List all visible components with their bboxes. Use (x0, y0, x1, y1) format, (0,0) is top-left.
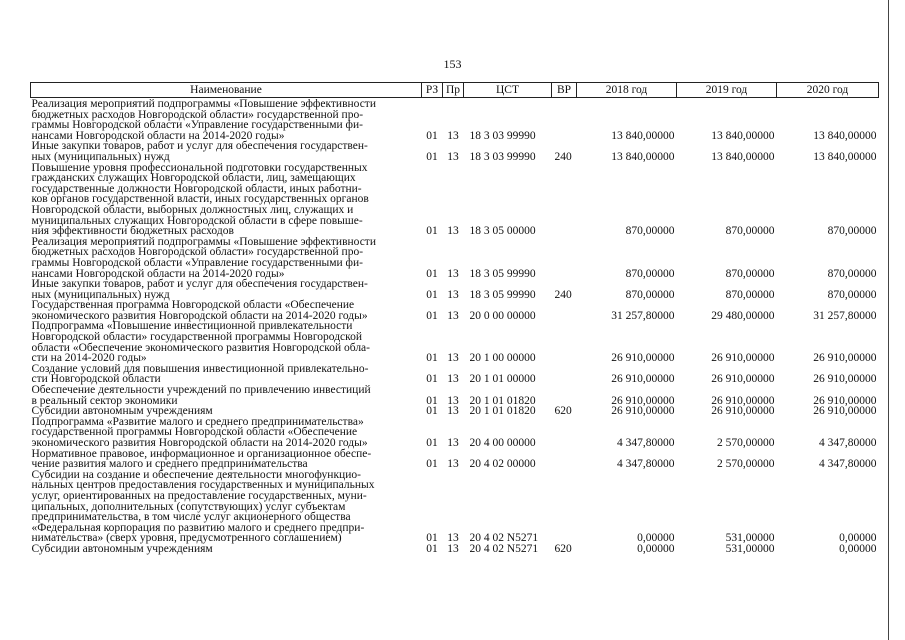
row-name: Субсидии автономным учреждениям (31, 542, 213, 555)
row-cst: 20 1 01 01820 (469, 394, 536, 407)
table-row (31, 321, 879, 363)
row-vr (552, 300, 577, 321)
row-cst: 20 4 00 00000 (469, 437, 536, 449)
table-header-row (31, 83, 879, 98)
row-name: Повышение уровня профессиональной подготовки государственных гражданских служащих Новгородской области, лиц, замещающих государственные должности Новгородской области, иных работни- ков органов государственной власти, иных государственных органов Новгородской области, выборных должностных лиц, служащих и муниципальных служащих Новгородской области в сфере повыше- ния эффективности бюджетных расходов (31, 161, 369, 238)
row-2020: 4 347,80000 (819, 458, 877, 471)
row-2019: 26 910,00000 (711, 405, 775, 418)
row-rz: 01 (426, 437, 438, 449)
row-pr: 13 (447, 129, 459, 142)
row-rz: 01 (426, 267, 438, 280)
header-2020: 2020 год (777, 83, 879, 98)
header-vr: ВР (552, 83, 577, 98)
row-rz: 01 (426, 405, 438, 418)
row-2019: 870,00000 (725, 288, 775, 301)
table-row (31, 98, 879, 142)
header-2018: 2018 год (577, 83, 677, 98)
row-2020: 4 347,80000 (819, 437, 877, 449)
row-2018: 13 840,00000 (611, 150, 675, 163)
row-2018: 0,00000 (637, 542, 675, 555)
table-body (31, 98, 879, 555)
budget-table (30, 82, 879, 555)
row-vr (552, 321, 577, 363)
row-name: Подпрограмма «Повышение инвестиционной привлекательности Новгородской области» государственной программы Новгородской области «Обеспечение экономического развития Новгородской обла- сти на 2014-2020 годы» (31, 320, 370, 365)
row-vr (552, 364, 577, 385)
row-pr: 13 (447, 309, 459, 322)
row-2018: 26 910,00000 (611, 394, 675, 407)
row-rz: 01 (426, 352, 438, 365)
row-pr: 13 (447, 394, 459, 407)
row-name: Нормативное правовое, информационное и организационное обеспе- чение развития малого и среднего предпринимательства (31, 447, 372, 471)
row-rz: 01 (426, 288, 438, 301)
row-2018: 26 910,00000 (611, 373, 675, 386)
row-name: Государственная программа Новгородской области «Обеспечение экономического развития Новгородской области на 2014-2020 годы» (31, 299, 368, 322)
row-2018: 4 347,80000 (617, 437, 675, 449)
row-2018: 26 910,00000 (611, 405, 675, 418)
row-2019: 13 840,00000 (711, 129, 775, 142)
page-edge-rule (888, 0, 889, 640)
row-rz: 01 (426, 542, 438, 555)
row-rz: 01 (426, 225, 438, 238)
row-vr (552, 449, 577, 470)
row-2020: 13 840,00000 (813, 129, 877, 142)
row-vr (552, 163, 577, 237)
row-2018: 13 840,00000 (611, 129, 675, 142)
row-cst: 20 1 01 00000 (469, 373, 536, 386)
row-pr: 13 (447, 532, 459, 545)
row-2018: 31 257,80000 (611, 309, 675, 322)
row-2019: 870,00000 (725, 267, 775, 280)
row-2019: 26 910,00000 (711, 352, 775, 365)
row-2020: 870,00000 (827, 288, 877, 301)
row-2019: 29 480,00000 (711, 309, 775, 322)
table-row (31, 470, 879, 544)
row-vr: 240 (554, 288, 572, 301)
row-2020: 870,00000 (827, 267, 877, 280)
row-vr (552, 385, 577, 406)
row-2018: 870,00000 (625, 225, 675, 238)
table-row (31, 544, 879, 555)
row-rz: 01 (426, 394, 438, 407)
row-cst: 20 1 00 00000 (469, 352, 536, 365)
row-2020: 26 910,00000 (813, 405, 877, 418)
row-2020: 26 910,00000 (813, 352, 877, 365)
row-name: Субсидии на создание и обеспечение деятельности многофункцио- нальных центров предоставления государственных и муниципальных услуг, ориентированных на предоставление государственных, муни- ципальных, дополнительных (сопутствующих) услуг субъектам предпринимательства, в том числе услуг акционерного общества «Федеральная корпорация по развитию малого и среднего предпри- нимательства» (сверх уровня, предусмотренного соглашением) (31, 468, 375, 545)
row-2019: 2 570,00000 (717, 458, 775, 471)
row-vr (552, 417, 577, 449)
row-2018: 0,00000 (637, 532, 675, 545)
row-pr: 13 (447, 458, 459, 471)
row-cst: 18 3 05 99990 (469, 288, 536, 301)
header-pr: Пр (443, 83, 464, 98)
row-rz: 01 (426, 150, 438, 163)
row-cst: 20 4 02 00000 (469, 458, 536, 471)
row-vr (552, 98, 577, 142)
row-rz: 01 (426, 129, 438, 142)
row-2019: 26 910,00000 (711, 373, 775, 386)
row-pr: 13 (447, 542, 459, 555)
row-pr: 13 (447, 373, 459, 386)
row-2020: 26 910,00000 (813, 373, 877, 386)
row-name: Реализация мероприятий подпрограммы «Повышение эффективности бюджетных расходов Новгородской области» государственной про- граммы Новгородской области «Управление государственными фи- нансами Новгородской области на 2014-2020 годы» (31, 98, 376, 142)
table-row (31, 163, 879, 237)
row-name: Обеспечение деятельности учреждений по привлечению инвестиций в реальный сектор экономики (31, 384, 371, 407)
row-cst: 18 3 03 99990 (469, 129, 536, 142)
row-2018: 4 347,80000 (617, 458, 675, 471)
row-2019: 2 570,00000 (717, 437, 775, 449)
table-row (31, 279, 879, 300)
row-cst: 20 0 00 00000 (469, 309, 536, 322)
row-2020: 31 257,80000 (813, 309, 877, 322)
row-2019: 26 910,00000 (711, 394, 775, 407)
header-name: Наименование (31, 83, 422, 98)
row-cst: 20 4 02 N5271 (469, 542, 539, 555)
row-2020: 26 910,00000 (813, 394, 877, 407)
row-vr: 240 (554, 150, 572, 163)
row-vr (552, 237, 577, 279)
row-2018: 870,00000 (625, 267, 675, 280)
table-row (31, 364, 879, 385)
row-pr: 13 (447, 225, 459, 238)
page-number: 153 (443, 57, 462, 71)
row-2019: 13 840,00000 (711, 150, 775, 163)
row-cst: 20 1 01 01820 (469, 405, 536, 418)
row-rz: 01 (426, 458, 438, 471)
table-row (31, 449, 879, 470)
row-2020: 870,00000 (827, 225, 877, 238)
row-rz: 01 (426, 309, 438, 322)
row-pr: 13 (447, 352, 459, 365)
row-2019: 870,00000 (725, 225, 775, 238)
row-pr: 13 (447, 288, 459, 301)
row-2019: 531,00000 (725, 542, 775, 555)
row-name: Иные закупки товаров, работ и услуг для обеспечения государствен- ных (муниципальных) нужд (31, 140, 368, 163)
row-name: Создание условий для повышения инвестиционной привлекательно- сти Новгородской области (31, 362, 369, 386)
row-pr: 13 (447, 405, 459, 418)
row-name: Подпрограмма «Развитие малого и среднего предпринимательства» государственной программы Новгородской области «Обеспечение экономического развития Новгородской области на 2014-2020 годы» (31, 415, 368, 449)
row-rz: 01 (426, 532, 438, 545)
header-cst: ЦСТ (464, 83, 552, 98)
row-pr: 13 (447, 437, 459, 449)
row-pr: 13 (447, 267, 459, 280)
header-rz: РЗ (422, 83, 443, 98)
row-name: Реализация мероприятий подпрограммы «Повышение эффективности бюджетных расходов Новгородской области» государственной про- граммы Новгородской области «Управление государственными фи- нансами Новгородской области на 2014-2020 годы» (31, 235, 376, 280)
row-2020: 0,00000 (839, 532, 877, 545)
row-cst: 18 3 05 00000 (469, 225, 536, 238)
row-2018: 870,00000 (625, 288, 675, 301)
table-row (31, 141, 879, 162)
row-2018: 26 910,00000 (611, 352, 675, 365)
header-2019: 2019 год (677, 83, 777, 98)
row-2019: 531,00000 (725, 532, 775, 545)
row-rz: 01 (426, 373, 438, 386)
row-vr: 620 (554, 405, 572, 418)
row-cst: 18 3 03 99990 (469, 150, 536, 163)
row-2020: 0,00000 (839, 542, 877, 555)
table-row (31, 417, 879, 449)
row-cst: 18 3 05 99990 (469, 267, 536, 280)
row-name: Иные закупки товаров, работ и услуг для обеспечения государствен- ных (муниципальных) нужд (31, 278, 368, 301)
row-vr (552, 470, 577, 544)
row-pr: 13 (447, 150, 459, 163)
table-row (31, 385, 879, 406)
table-row (31, 237, 879, 279)
table-row (31, 300, 879, 321)
row-name: Субсидии автономным учреждениям (31, 405, 213, 418)
row-2020: 13 840,00000 (813, 150, 877, 163)
row-vr: 620 (554, 542, 572, 555)
row-cst: 20 4 02 N5271 (469, 532, 539, 545)
